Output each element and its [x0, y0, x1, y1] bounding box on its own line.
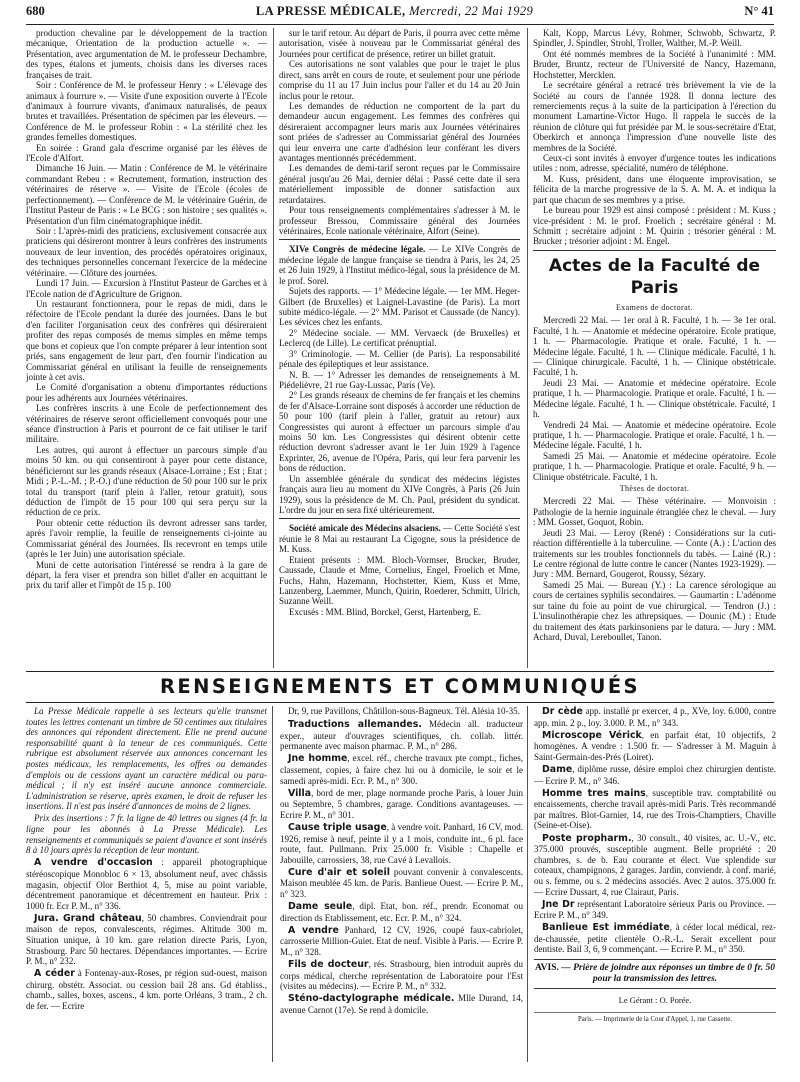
- classified-ad: [280, 901, 523, 923]
- classified-ad: [534, 899, 776, 921]
- top-section: [26, 28, 776, 668]
- paragraph: 3° Criminologie. — M. Cellier (de Paris). La responsabilité pénale des épileptiques et leur assistance.: [279, 348, 520, 370]
- exams-heading: Examens de doctorat.: [615, 302, 694, 312]
- theses-heading: Thèses de doctorat.: [619, 484, 690, 494]
- faculte-title: Actes de la Faculté de Paris: [548, 255, 761, 298]
- paragraph: Les autres, qui auront à effectuer un parcours simple d'au moins 50 km. ou qui consentiront à payer pour cette distance, bénéficieront sur les grands réseaux (Alsace-Lorraine ; Est ; Etat ; Midi ; P.-L.-M. ; P.-O.) d'une réduction de 50 pour 100 sur le prix total du transport (tarif plein à l'aller, retour gratuit), sous déduction de l'impôt de 15 pour 100 qui sera perçu sur la réduction de ce prix.: [26, 444, 267, 518]
- prices-paragraph: Prix des insertions : 7 fr. la ligne de 40 lettres ou signes (4 fr. la ligne pour les abonnés à La Presse Médicale). Les renseignements et communiqués se paient d'avance et sont insérés 8 à 10 jours après la réception de leur montant.: [26, 813, 267, 856]
- ad-text: , diplôme russe, désire emploi chez chirurgien dentiste. — Ecrire P. M., n° 346.: [534, 763, 776, 786]
- issue-number: N° 41: [744, 4, 774, 18]
- paragraph: production chevaline par le développement de la traction mécanique, Orientation de la production actuelle ». — Présentation, avec argumentation de M. le professeur Dechambre, des types, étalons et juments, choisis dans les diverses races françaises de trait.: [26, 28, 267, 80]
- classified-ad: [534, 922, 776, 955]
- paragraph: Ces autorisations ne sont valables que pour le trajet le plus direct, sans arrêt en cours de route, et seulement pour une période comprise du 11 au 17 Juin inclus pour l'aller et du 14 au 20 Juin inclus pour le retour.: [279, 59, 520, 101]
- paragraph: Soir : Conférence de M. le professeur Henry : « L'élevage des animaux à fourrure ». — Visite d'une exposition ouverte à l'Ecole d'animaux à fourrure vivants, d'animaux naturalisés, de peaux brutes et travaillées. Présentation de spécimen par les éleveurs. — Conférence de M. le professeur Robin : « La stérilité chez les grandes femelles domestiques.: [26, 80, 267, 143]
- alsace-intro: [279, 523, 520, 554]
- ad-keyword: Banlieue Est immédiate: [542, 922, 670, 934]
- ad-text: , bord de mer, plage normande proche Paris, à louer Juin ou Septembre, 5 chambres, garage. Conditions avantageuses. — Ecrire P. M., n° 301.: [280, 787, 523, 820]
- paragraph: Dimanche 16 Juin. — Matin : Conférence de M. le vétérinaire commandant Rebeu : « Recrutement, formation, instruction des vétérinaires de réserve ». — Visite de l'Ecole (écoles de perfectionnement). — Conférence de M. le vétérinaire Guérin, de l'Institut Pasteur de Paris : « Le BCG : son histoire ; ses qualités ». Présentation d'un film cinématographique inédit.: [26, 163, 267, 226]
- banner-rule-top: [26, 671, 774, 672]
- classified-ad: [26, 968, 267, 1011]
- ad-keyword: Homme tres mains: [542, 787, 646, 799]
- these-entry: Mercredi 22 Mai. — Thèse vétérinaire. — Monvoisin : Pathologie de la hernie inguinale étranglée chez le cheval. — Jury : MM. Gosset, Goquot, Robin.: [533, 496, 776, 528]
- notice-paragraph: La Presse Médicale rappelle à ses lecteurs qu'elle transmet toutes les lettres contenant un timbre de 50 centimes aux titulaires des annonces qui répondent directement. Elle ne prend aucune responsabilité quant à la teneur de ces communiqués. Cette rubrique est absolument réservée aux annonces concernant les postes médicaux, les remplacements, les offres ou demandes d'emplois ou de cessions ayant un caractère médical ou para-médical ; il n'y est inséré aucune annonce commerciale. L'administration se réserve, après examen, le droit de refuser les insertions. Il n'est pas inséré d'annonces de moins de 2 lignes.: [26, 706, 267, 812]
- avis-box: [534, 959, 776, 989]
- legal-congress-title: XIVe Congrès de médecine légale.: [289, 244, 426, 255]
- classified-ad: [280, 925, 523, 958]
- alsace-title: Société amicale des Médecins alsaciens.: [289, 523, 441, 534]
- exam-entry: Vendredi 24 Mai. — Anatomie et médecine opératoire. Ecole pratique, 1 h. — Pharmacologie. Pratique et orale. Faculté, 1 h. — Médecine légale. Faculté, 1 h.: [533, 419, 776, 451]
- paragraph: 2° Les grands réseaux de chemins de fer français et les chemins de fer d'Alsace-Lorraine sont disposés à accorder une réduction de 50 pour 100 (tarif plein à l'aller, gratuit au retour) aux Congressistes qui auront à effectuer un parcours simple d'au moins 50 km. Les Congressistes qui désirent obtenir cette réduction devront s'adresser avant le 1er Juin 1929 à l'agence Exprinter, 26, avenue de l'Opéra, Paris, qui leur fera parvenir les bons de réduction.: [279, 390, 520, 474]
- ad-keyword: Dame: [542, 763, 573, 775]
- legal-congress-intro: [279, 244, 520, 286]
- page-number: 680: [26, 4, 45, 18]
- section-divider: [533, 250, 776, 251]
- ad-keyword: Dame seule: [288, 901, 353, 913]
- classifieds-column-2: [280, 706, 523, 1066]
- paragraph: Les confrères inscrits à une Ecole de perfectionnement des vétérinaires de réserve seront officiellement convoqués pour une séance d'instruction à Paris et pourront de ce fait utiliser le tarif militaire.: [26, 403, 267, 445]
- section-divider: [279, 239, 520, 240]
- paragraph: Les demandes de réduction ne comportent de la part du demandeur aucun engagement. Les femmes des confrères qui désireraient accompagner leurs maris aux Journées vétérinaires sont priées de s'adresser au Commissariat général des Journées qui leur enverra une carte d'adhésion leur conférant les divers avantages mentionnés précédemment.: [279, 100, 520, 164]
- paragraph: Lundi 17 Juin. — Excursion à l'Institut Pasteur de Garches et à l'Ecole nation de d'Agriculture de Grignon.: [26, 278, 267, 299]
- banner-rule-bottom: [26, 702, 774, 703]
- ad-keyword: Jne homme: [288, 753, 348, 765]
- classified-ad: [534, 706, 776, 728]
- ad-text: Panhard, 12 CV, 1926, coupé faux-cabriolet, carrosserie Million-Guiet. Etat de neuf. Visible à Paris. — Ecrire P. M., n° 328.: [280, 924, 523, 957]
- column-rule: [273, 28, 274, 668]
- paragraph: Muni de cette autorisation l'intéressé se rendra à la gare de départ, la fera viser et prendra son billet d'aller en acquittant le prix du tarif aller et l'impôt de 15 p. 100: [26, 559, 267, 591]
- ad-keyword: Jne Dr: [542, 898, 575, 910]
- avis-label: AVIS.: [535, 963, 559, 974]
- printer-line: Paris. — Imprimerie de la Cour d'Appel, 1, rue Cassette.: [534, 1012, 776, 1026]
- classified-ad: [280, 867, 523, 900]
- paragraph: sur le tarif retour. Au départ de Paris, il pourra avec cette même autorisation, visée à nouveau par le Commissariat général des Journées pour certificat de présence, retirer un billet gratuit.: [279, 28, 520, 59]
- classified-ad: [280, 788, 523, 821]
- paragraph: Ont été nommés membres de la Société à l'unanimité : MM. Bruder, Bruntz, recteur de l'Université de Nancy, Hazemann, Hochstetter, Mercklen.: [533, 48, 776, 80]
- paragraph: Pour obtenir cette réduction ils devront adresser sans tarder, après l'avoir remplie, la feuille de renseignements ci-jointe au Commissariat général des Journées. Ils recevront en temps utile (après le 1er Juin) une autorisation spéciale.: [26, 517, 267, 560]
- these-entry: Jeudi 23 Mai. — Leroy (René) : Considérations sur la cuti-réaction différentielle à la tuberculine. — Conte (A.) : L'action des traitements sur les troubles fonctionnels du tabès. — Lainé (R.) : Le centre régional de lutte contre le cancer (Nantes 1923-1929). — Jury : MM. Bernard, Gougerot, Roussy, Sézary.: [533, 527, 776, 580]
- paragraph: En soirée : Grand gala d'escrime organisé par les élèves de l'Ecole d'Alfort.: [26, 142, 267, 164]
- ad-keyword: A vendre d'occasion: [34, 857, 153, 869]
- column-rule: [527, 28, 528, 668]
- ad-text: , 50 chambres. Conviendrait pour maison de repos, convalescents, régimes. Altitude 300 m. Situation unique, à 10 km. gare relation directe Paris, Lyon, Strasbourg. Parc 50 hectares. Dépendances importantes. — Ecrire P. M., n° 232.: [26, 912, 267, 967]
- column-rule: [527, 706, 528, 1062]
- paragraph: 2° Médecine sociale. — MM. Vervaeck (de Bruxelles) et Leclercq (de Lille). Le certificat prénuptial.: [279, 327, 520, 349]
- paragraph: Soir : L'après-midi des praticiens, exclusivement consacrée aux praticiens qui désireront montrer à leurs confrères des instruments nouveaux de leur invention, des procédés opératoires originaux, des techniques personnelles concernant l'exercice de la médecine vétérinaire. — Clôture des journées.: [26, 226, 267, 278]
- ad-text: , excel. réf., cherche travaux pte compt., fiches, classement, copies, à faire chez lui ou à domicile, le soir et le samedi après-midi. Ecr. P. M., n° 300.: [280, 753, 523, 786]
- ad-text: représentant Laboratoire sérieux Paris ou Province. — Ecrire P. M., n° 349.: [534, 898, 776, 921]
- ad-text: pouvant convenir à convalescents. Maison meublée 45 km. de Paris. Banlieue Ouest. — Ecrire P. M., n° 323.: [280, 866, 523, 899]
- classifieds-column-3: [534, 706, 776, 1066]
- classified-ad: [280, 753, 523, 786]
- classified-ad: [26, 913, 267, 967]
- ad-text: : appareil photographique stéréoscopique Monobloc 6 × 13, absolument neuf, avec châssis magasin, objectif Olor Berthiot 4, 5, mise au point variable, décentrement panoramique et décentrement en hauteur. Prix : 1000 fr. Ecr P. M., n° 336.: [26, 857, 267, 911]
- ad-keyword: Traductions allemandes.: [288, 719, 422, 731]
- section-divider: [279, 518, 520, 519]
- ad-keyword: Microscope Vérick: [542, 729, 642, 741]
- ad-keyword: Cure d'air et soleil: [288, 866, 390, 878]
- paragraph: Etaient présents : MM. Bloch-Vormser, Brucker, Bruder, Caussade, Claude et Mme, Cornelius, Engel, Froelich et Mme, Fuchs, Hahn, Hazemann, Hochstetter, Kiem, Kuss et Mme, Lanzenberg, Laemmer, Munch, Quirin, Roederer, Schmitt, Ulrich, Suzanne Weill.: [279, 554, 520, 607]
- paragraph: Ceux-ci sont invités à envoyer d'urgence toutes les indications utiles : nom, adresse, spécialité, numéro de téléphone.: [533, 153, 776, 174]
- classified-ad: [280, 719, 523, 752]
- classified-ad: [534, 730, 776, 763]
- paragraph: Sujets des rapports. — 1° Médecine légale. — 1er MM. Heger-Gilbert (de Bruxelles) et Laignel-Lavastine (de Paris). La mort subite médico-légale. — 2° MM. Parisot et Caussade (de Nancy). Les sévices chez les enfants.: [279, 286, 520, 328]
- alsace-text: — Cette Société s'est réunie le 8 Mai au restaurant La Cigogne, sous la présidence de M. Kuss.: [279, 523, 520, 555]
- legal-congress-text: — Le XIVe Congrès de médecine légale de langue française se tiendra à Paris, les 24, 25 et 26 Juin 1929, à l'Institut médico-légal, sous la présidence de M. le prof. Sorel.: [279, 244, 520, 286]
- paragraph: Un assemblée générale du syndicat des médecins légistes français aura lieu au moment du XIVe Congrès, à Paris (26 Juin 1929), sous la présidence de M. Ch. Paul, président du syndicat. L'ordre du jour en sera fixé ultérieurement.: [279, 473, 520, 515]
- ad-text: , à céder local médical, rez-de-chaussée, petite clientèle O.-R.-L. Serait excellent pour dentiste. Bail 3, 6, 9 commençant. — Ecrire P. M., n° 350.: [534, 922, 776, 955]
- classified-ad: [280, 706, 523, 718]
- paragraph: Un restaurant fonctionnera, pour le repas de midi, dans le réfectoire de l'Ecole pendant la durée des journées. Dans le but d'en faciliter l'organisation ceux des confrères qui désireraient profiter des repas composés de menus simples en même temps que bons et copieux que l'on compte préparer à leur intention sont priés, sans engagement de leur part, d'en fournir l'indication au Commissariat général en utilisant la feuille de renseignements jointe à cet avis.: [26, 298, 267, 382]
- classified-ad: [534, 788, 776, 831]
- paragraph: M. Kuss, président, dans une éloquente improvisation, se félicita de la marche progressive de la S. A. M. A. et indiqua la part que chacun de ses membres y a prise.: [533, 173, 776, 205]
- header-rule: [26, 24, 774, 25]
- classified-ad: [26, 857, 267, 911]
- paragraph: Le Comité d'organisation a obtenu d'importantes réductions pour les adhérents aux Journées vétérinaires.: [26, 382, 267, 403]
- running-title: [256, 4, 533, 19]
- ad-text: app. installé pr exercer, 4 p., XVe, loy. 6.000, contre app. min. 2 p., loy. 3.000. P. M., n° 343.: [534, 706, 776, 728]
- ad-text: Dr, 9, rue Pavillons, Châtillon-sous-Bagneux. Tél. Alésia 10-35.: [288, 706, 520, 716]
- paragraph: Le bureau pour 1929 est ainsi composé : président : M. Kuss ; vice-président : M. le prof. Froelich ; secrétaire général : M. Schmitt ; secrétaire adjoint : M. Quirin ; trésorier général : M. Brucker ; trésorier adjoint : M. Engel.: [533, 205, 776, 247]
- classified-ad: [280, 959, 523, 992]
- paragraph: Les demandes de demi-tarif seront reçues par le Commissaire général jusqu'au 26 Mai, dernier délai : Passé cette date il sera matériellement impossible de donner satisfaction aux retardataires.: [279, 163, 520, 205]
- journal-name: LA PRESSE MÉDICALE,: [255, 4, 406, 18]
- classified-ad: [280, 993, 523, 1015]
- paragraph: Pour tous renseignements complémentaires s'adresser à M. le professeur Bressou, Commissaire général des Journées vétérinaires, Ecole nationale vétérinaire, Alfort (Seine).: [279, 205, 520, 237]
- ad-keyword: Villa: [288, 787, 312, 799]
- exam-entry: Jeudi 23 Mai. — Anatomie et médecine opératoire. Ecole pratique, 1 h. — Pharmacologie. Pratique et orale. Faculté, 1 h. — Médecine légale. Faculté, 1 h. — Clinique obstétricale. Faculté, 1 h.: [533, 377, 776, 420]
- ad-keyword: A céder: [34, 968, 75, 980]
- classified-ad: [534, 833, 776, 898]
- gerant-line: Le Gérant : O. Porée.: [618, 995, 692, 1006]
- ad-text: , susceptible trav. comptabilité ou encaissements, cherche travail après-midi Paris. Très recommandé par maîtres. Blot-Garnier, 14, rue des Trois-Champtiers, Chaville (Seine-et-Oise).: [534, 787, 776, 831]
- ad-keyword: Jura. Grand château: [34, 912, 142, 924]
- classified-ad: [534, 764, 776, 786]
- exam-entry: Samedi 25 Mai. — Anatomie et médecine opératoire. Ecole pratique, 1 h. — Pharmacologie. Pratique et orale. Faculté, 9 h. — Clinique obstétricale. Faculté, 1 h.: [533, 450, 776, 482]
- ad-keyword: A vendre: [288, 924, 339, 936]
- column-rule: [272, 706, 273, 1062]
- ad-keyword: Dr cède: [542, 706, 583, 717]
- ad-keyword: Sténo-dactylographe médicale.: [288, 993, 455, 1005]
- ad-keyword: Cause triple usage: [288, 821, 387, 833]
- classifieds-column-1: [26, 706, 267, 1066]
- column-3: [533, 28, 776, 668]
- paragraph: Excusés : MM. Blind, Borckel, Gerst, Hartenberg, E.: [289, 606, 482, 617]
- classifieds-section: [26, 706, 776, 1071]
- ad-text: , 30 consult., 40 visites, ac. U.-V., etc. 375.000 prouvés, susceptible augment. Belle propriété : 20 chambres, s. de b. Eau courante et élect. Vue splendide sur coteaux, champignons, 2 garages. Jardin, conviendr. à conf. marié, ou s. femme, ou s. 2 médecins associés. Avec 2 autos. 375.000 fr. — Ecrire Dussart, 4, rue Clairaut, Paris.: [534, 832, 776, 897]
- ad-text: Mlle Durand, 14, avenue Carnot (17e). Se rend à domicile.: [280, 993, 523, 1015]
- page-header: [26, 4, 774, 24]
- paragraph: N. B. — 1° Adresser les demandes de renseignements à M. Piédelièvre, 21 rue Gay-Lussac, Paris (Ve).: [279, 369, 520, 390]
- ad-text: Médecin all. traducteur exper., auteur d'ouvrages scientifiques, ch. collab. littér. permanente avec maison pharmac. P. M., n° 286.: [280, 719, 523, 752]
- ad-text: , dipl. Etat, bon. réf., prendr. Economat ou direction ds Etablissement, etc. Ecr. P. M., n° 324.: [280, 901, 523, 923]
- ad-keyword: Poste propharm.: [542, 832, 632, 844]
- ad-keyword: Fils de docteur: [288, 959, 369, 971]
- ad-text: , rés. Strasbourg, bien introduit auprès du corps médical, cherche représentation de Laboratoire pour l'Est (visites au médecins). — Ecrire P. M., n° 332.: [280, 959, 523, 992]
- paragraph: Le secrétaire général a retracé très brièvement la vie de la Société au cours de l'année 1928. Il donna lecture des remerciements reçus à la suite de la participation à l'érection du monument Lamartine-Victor Hugo. Il rappela le succès de la réunion de clôture qui fut présidée par M. le sous-secrétaire d'Etat, Oberkirch et annonça l'impression d'une nouvelle liste des membres de la Société.: [533, 80, 776, 153]
- column-2: [279, 28, 520, 668]
- these-entry: Samedi 25 Mai. — Bureau (Y.) : La carence sérologique au cours de certaines syphilis secondaires. — Gaumartin : L'adénome sur taine du foie au point de vue chirurgical. — Tendron (J.) : L'insulinothérapie chez les athrepsiques. — Dounic (M.) : Etude du traitement des états parkinsoniens par le datura. — Jury : MM. Achard, Duval, Lereboullet, Tanon.: [533, 579, 776, 642]
- issue-date: Mercredi, 22 Mai 1929: [409, 4, 534, 18]
- avis-text: — Prière de joindre aux réponses un timbre de 0 fr. 50 pour la transmission des lettres.: [561, 963, 775, 985]
- ad-text: à Fontenay-aux-Roses, pr région sud-ouest, maison chirurg. obstétr. Associat. ou cession bail 28 ans. Gd établiss., chamb., salles, boxes, ascens., 4 km. porte Orléans, 3 tram., 2 ch. de fer. — Ecrire: [26, 968, 267, 1012]
- exam-entry: Mercredi 22 Mai. — 1er oral à R. Faculté, 1 h. — 3e 1er oral. Faculté, 1 h. — Anatomie et médecine opératoire. Ecole pratique, 1 h. — Pharmacologie. Pratique et orale. Faculté, 1 h. — Médecine légale. Faculté, 1 h. — Clinique médicale. Faculté, 1 h. — Clinique chirurgicale. Faculté, 1 h. — Clinique obstétricale. Faculté, 1 h.: [533, 315, 776, 378]
- paragraph: Kalt, Kopp, Marcus Lévy, Rohmer, Schwobb, Schwartz, P. Spindler, J. Spindler, Strohl, Troller, Walther, M.-P. Weill.: [533, 28, 776, 49]
- ad-text: , à vendre voit. Panhard, 16 CV, mod. 1926, remise à neuf, peinte il y a 1 mois, conduite int., 6 pl. face route, faut. Pullmann. Prix 25.000 fr. Visible : Chapelle et Jabouille, carrossiers, 38, rue Cavé à Levallois.: [280, 821, 523, 865]
- section-banner: RENSEIGNEMENTS ET COMMUNIQUÉS: [160, 675, 640, 698]
- classified-ad: [280, 822, 523, 865]
- column-1: [26, 28, 267, 668]
- ad-text: , en parfait état, 10 objectifs, 2 homogènes. A vendre : 1.500 fr. — S'adresser à M. Maguin à Saint-Germain-des-Prés (Loiret).: [534, 729, 776, 762]
